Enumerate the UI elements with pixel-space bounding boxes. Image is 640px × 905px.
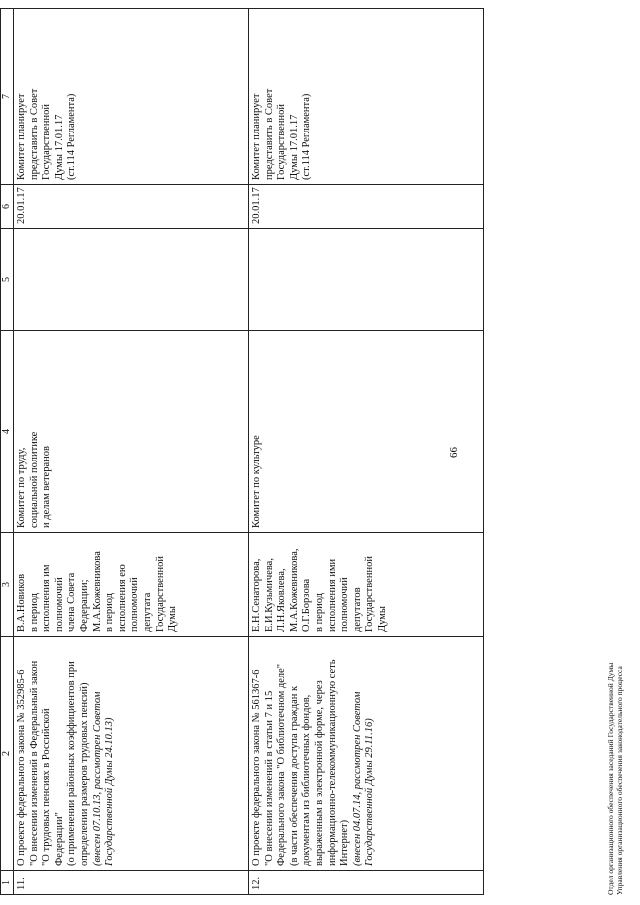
col-header-6: 6 — [1, 185, 14, 229]
plan-line: (ст.114 Регламента) — [66, 93, 78, 180]
col-header-1: 1 — [1, 871, 14, 895]
footer-line: Отдел организационного обеспечения заседаний Государственной Думы — [606, 662, 615, 895]
bill-line: (в части обеспечения доступа граждан к — [288, 685, 300, 866]
column-5-cell — [249, 229, 484, 331]
committee-line: социальной политике — [28, 431, 40, 528]
page-number: 66 — [448, 447, 460, 458]
bill-line: информационно-телекоммуникационную сеть — [326, 659, 338, 866]
row-number: 11. — [14, 871, 249, 895]
plan-line: Государственной — [276, 104, 288, 180]
author-line: Государственной — [364, 556, 376, 632]
bill-line: (о применении районных коэффициентов при — [66, 661, 78, 866]
col-header-5: 5 — [1, 229, 14, 331]
author-line: Государственной — [154, 556, 166, 632]
authors — [14, 533, 249, 637]
committee-line: Комитет по культуре — [251, 435, 262, 528]
author-line: в период — [313, 592, 325, 632]
date-cell: 20.01.17 — [249, 185, 484, 229]
author-line: О.Г.Борзова — [301, 578, 313, 632]
table-row — [14, 9, 249, 895]
author-line: полномочий — [339, 577, 351, 632]
author-line: Л.Н.Яковлева, — [276, 568, 288, 632]
plan-cell — [249, 9, 484, 185]
col-header-7: 7 — [1, 9, 14, 185]
plan-line: Комитет планирует — [251, 93, 262, 180]
bill-line: Интернет) — [339, 819, 351, 866]
footer-department — [606, 663, 625, 895]
column-5-cell — [14, 229, 249, 331]
author-line: полномочий — [129, 577, 141, 632]
author-line: Е.И.Кузьмичева, — [263, 558, 275, 632]
bill-line: "О внесении изменений в статьи 7 и 15 — [263, 690, 275, 866]
plan-line: Государственной — [41, 104, 53, 180]
bill-line: "О внесении изменений в Федеральный закон — [28, 660, 40, 866]
author-line: М.А.Кожевникова — [91, 551, 103, 632]
bill-line: О проекте федерального закона № 352985-6 — [16, 669, 27, 866]
date-cell: 20.01.17 — [14, 185, 249, 229]
committee — [249, 331, 484, 533]
author-line: в период — [104, 592, 116, 632]
committee-line: и делам ветеранов — [41, 446, 53, 528]
author-line: исполнения ею — [116, 564, 128, 632]
bill-line: документам из библиотечных фондов, — [301, 694, 313, 866]
row-number: 12. — [249, 871, 484, 895]
author-line: члена Совета — [66, 572, 78, 632]
plan-line: представить в Совет — [28, 88, 40, 180]
bill-note-line: Государственной Думы 29.11.16) — [364, 718, 376, 866]
author-line: полномочий — [53, 577, 65, 632]
author-line: исполнения им — [41, 564, 53, 632]
author-line: М.А.Кожевникова, — [288, 548, 300, 632]
author-line: Думы — [376, 606, 388, 632]
plan-line: (ст.114 Регламента) — [301, 93, 313, 180]
bill-line: определении размеров трудовых пенсий) — [78, 682, 90, 866]
bill-note-line: Государственной Думы 24.10.13) — [104, 717, 116, 866]
bills-table — [0, 8, 484, 895]
author-line: Е.Н.Сенаторова, — [251, 558, 262, 632]
bill-note-line: (внесен 07.10.13, рассмотрен Советом — [91, 691, 103, 866]
bill-line: Федерального закона "О библиотечном деле" — [276, 663, 288, 866]
plan-line: представить в Совет — [263, 88, 275, 180]
author-line: в период — [28, 592, 40, 632]
bill-note-line: (внесен 04.07.14, рассмотрен Советом — [351, 691, 363, 866]
plan-line: Думы 17.01.17 — [53, 114, 65, 180]
plan-line: Комитет планирует — [16, 93, 27, 180]
bill-description — [249, 637, 484, 871]
col-header-3: 3 — [1, 533, 14, 637]
plan-cell — [14, 9, 249, 185]
bill-description — [14, 637, 249, 871]
footer-line: Управления организационного обеспечения законодательного процесса — [615, 666, 625, 895]
author-line: Федерации; — [78, 579, 90, 632]
committee-line: Комитет по труду, — [16, 447, 27, 528]
bill-line: Федерации" — [53, 812, 65, 866]
table-row — [249, 9, 484, 895]
author-line: В.А.Новиков — [16, 573, 27, 632]
committee — [14, 331, 249, 533]
col-header-4: 4 — [1, 331, 14, 533]
col-header-2: 2 — [1, 637, 14, 871]
authors — [249, 533, 484, 637]
bill-line: О проекте федерального закона № 561367-6 — [251, 669, 262, 866]
bill-line: "О трудовых пенсиях в Российской — [41, 708, 53, 866]
author-line: Думы — [167, 606, 179, 632]
author-line: исполнения ими — [326, 558, 338, 632]
plan-line: Думы 17.01.17 — [288, 114, 300, 180]
header-row — [1, 9, 14, 895]
author-line: депутата — [141, 592, 153, 632]
author-line: депутатов — [351, 587, 363, 632]
bill-line: выраженным в электронной форме, через — [313, 680, 325, 866]
